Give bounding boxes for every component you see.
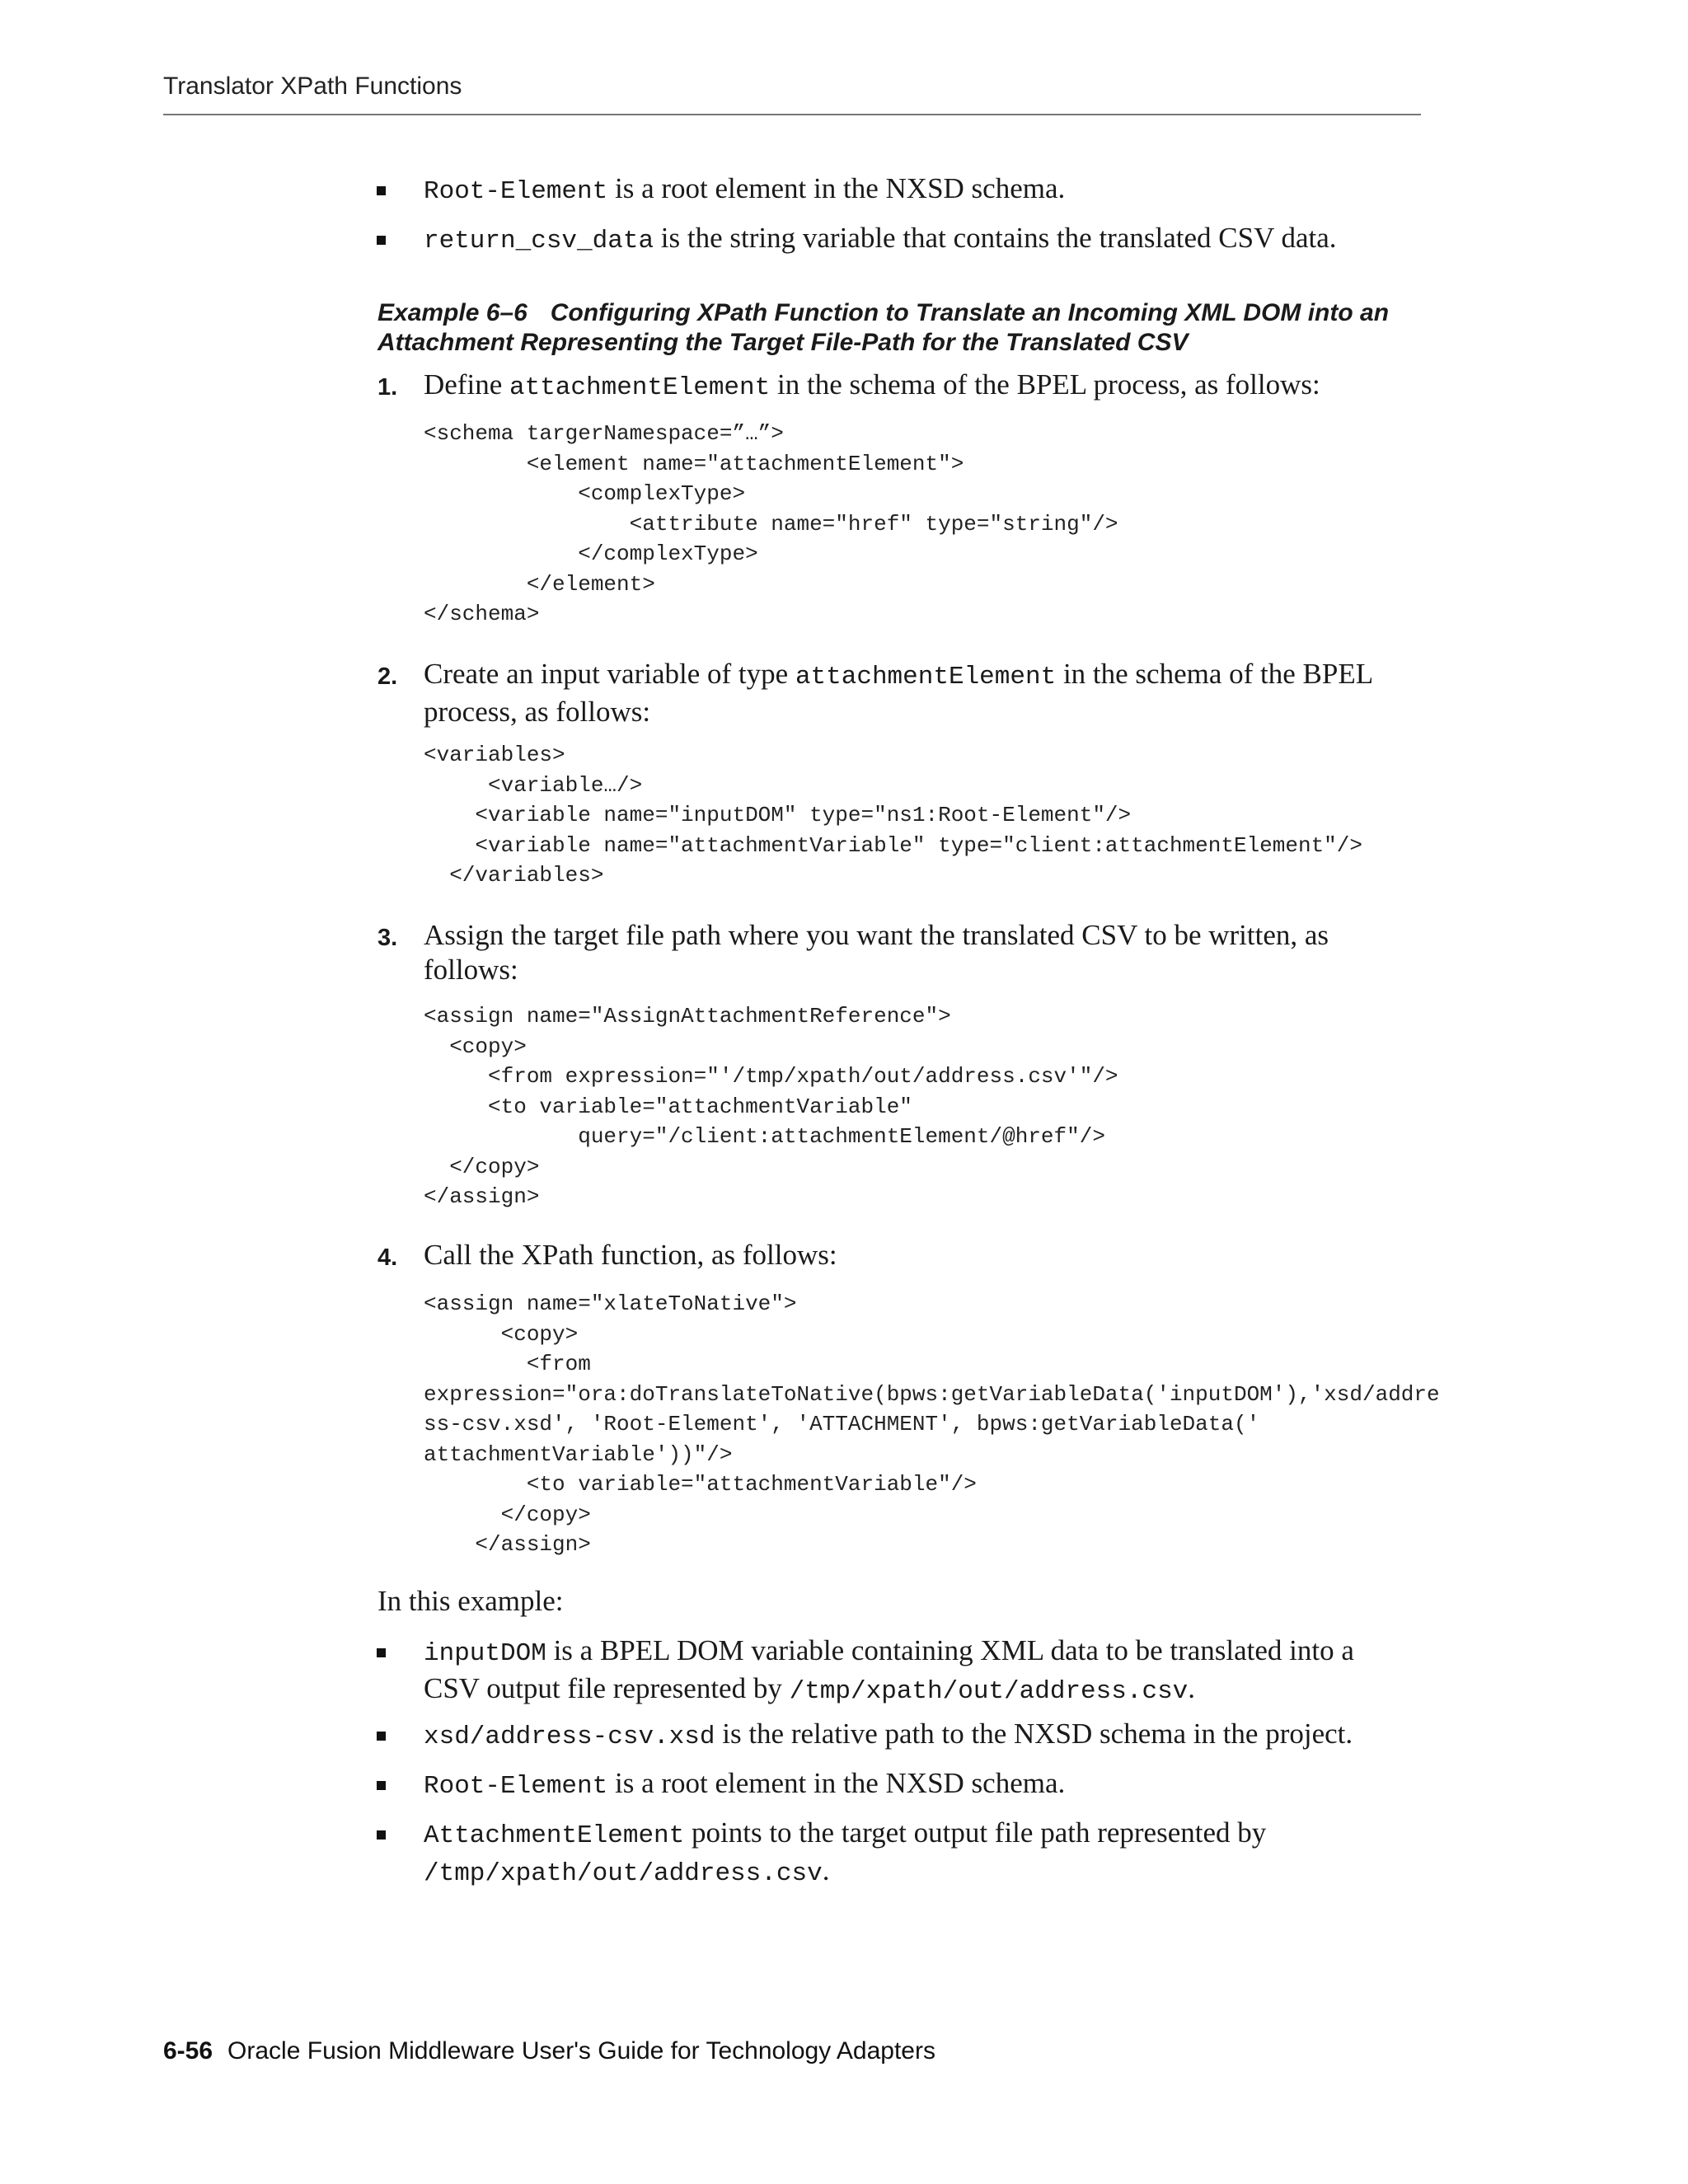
- inline-code: return_csv_data: [424, 227, 654, 255]
- list-item-text: is a root element in the NXSD schema.: [607, 1767, 1066, 1799]
- inline-code: inputDOM: [424, 1639, 546, 1668]
- step-text: Assign the target file path where you want the translated CSV to be written, as: [424, 919, 1329, 951]
- running-header: Translator XPath Functions: [163, 73, 462, 100]
- inline-code: Root-Element: [424, 1772, 608, 1801]
- inline-code: AttachmentElement: [424, 1821, 685, 1850]
- list-item-end: .: [1188, 1672, 1196, 1704]
- header-rule: [163, 114, 1421, 115]
- example-number: Example 6–6: [377, 299, 528, 326]
- example-title-line1: Configuring XPath Function to Translate an Incoming XML DOM into an: [550, 299, 1390, 326]
- inline-code: attachmentElement: [795, 663, 1057, 691]
- list-item-text-line2: CSV output file represented by: [424, 1672, 790, 1704]
- code-block: <schema targerNamespace=”…”> <element name="attachmentElement"> <complexType> <attribute name="href" type="string"/> </complexType> </element> </schema>: [424, 421, 1118, 626]
- bullet-marker: [377, 1830, 386, 1840]
- bullet-marker: [377, 1781, 386, 1790]
- code-block: <assign name="xlateToNative"> <copy> <from expression="ora:doTranslateToNative(bpws:getVariableData('inputDOM'),'xsd/addre ss-csv.xsd', 'Root-Element', 'ATTACHMENT', bpws:getVariableData(' attachmentVariable'))"/> <to variable="attachmentVariable"/> </copy> </assign>: [424, 1291, 1440, 1557]
- step-text: Create an input variable of type: [424, 658, 795, 690]
- step-text-line2: follows:: [424, 954, 518, 986]
- paragraph: In this example:: [377, 1585, 564, 1617]
- step-number: 2.: [377, 663, 398, 690]
- inline-code: /tmp/xpath/out/address.csv: [424, 1859, 823, 1888]
- step-text: Define: [424, 368, 509, 401]
- page-number: 6-56: [163, 2037, 213, 2064]
- step-text-cont: in the schema of the BPEL process, as follows:: [770, 368, 1320, 401]
- example-caption: [377, 298, 1432, 358]
- step-number: 3.: [377, 925, 398, 951]
- list-item-text: is the string variable that contains the translated CSV data.: [654, 222, 1337, 254]
- step-text-cont: in the schema of the BPEL: [1056, 658, 1374, 690]
- inline-code: Root-Element: [424, 177, 608, 206]
- list-item-end: .: [822, 1854, 830, 1886]
- bullet-marker: [377, 236, 386, 245]
- page-footer: [163, 2037, 935, 2065]
- example-title-line2: Attachment Representing the Target File-Path for the Translated CSV: [377, 329, 1189, 356]
- list-item-text: points to the target output file path represented by: [684, 1816, 1267, 1849]
- bullet-marker: [377, 1648, 386, 1657]
- step-number: 4.: [377, 1244, 398, 1271]
- book-title: Oracle Fusion Middleware User's Guide for Technology Adapters: [227, 2037, 935, 2064]
- code-block: <assign name="AssignAttachmentReference"> <copy> <from expression="'/tmp/xpath/out/address.csv'"/> <to variable="attachmentVariable" query="/client:attachmentElement/@href"/> </copy> </assign>: [424, 1004, 1118, 1209]
- step-text: Call the XPath function, as follows:: [424, 1239, 837, 1271]
- bullet-marker: [377, 186, 386, 195]
- inline-code: /tmp/xpath/out/address.csv: [789, 1677, 1189, 1706]
- step-text-line2: process, as follows:: [424, 696, 651, 728]
- inline-code: attachmentElement: [509, 373, 771, 402]
- list-item-text: is the relative path to the NXSD schema in the project.: [715, 1718, 1353, 1750]
- step-number: 1.: [377, 374, 398, 401]
- inline-code: xsd/address-csv.xsd: [424, 1722, 715, 1751]
- bullet-marker: [377, 1732, 386, 1741]
- list-item-text: is a root element in the NXSD schema.: [607, 172, 1066, 204]
- code-block: <variables> <variable…/> <variable name="inputDOM" type="ns1:Root-Element"/> <variable name="attachmentVariable" type="client:attachmentElement"/> </variables>: [424, 743, 1362, 888]
- list-item-text: is a BPEL DOM variable containing XML data to be translated into a: [546, 1634, 1354, 1666]
